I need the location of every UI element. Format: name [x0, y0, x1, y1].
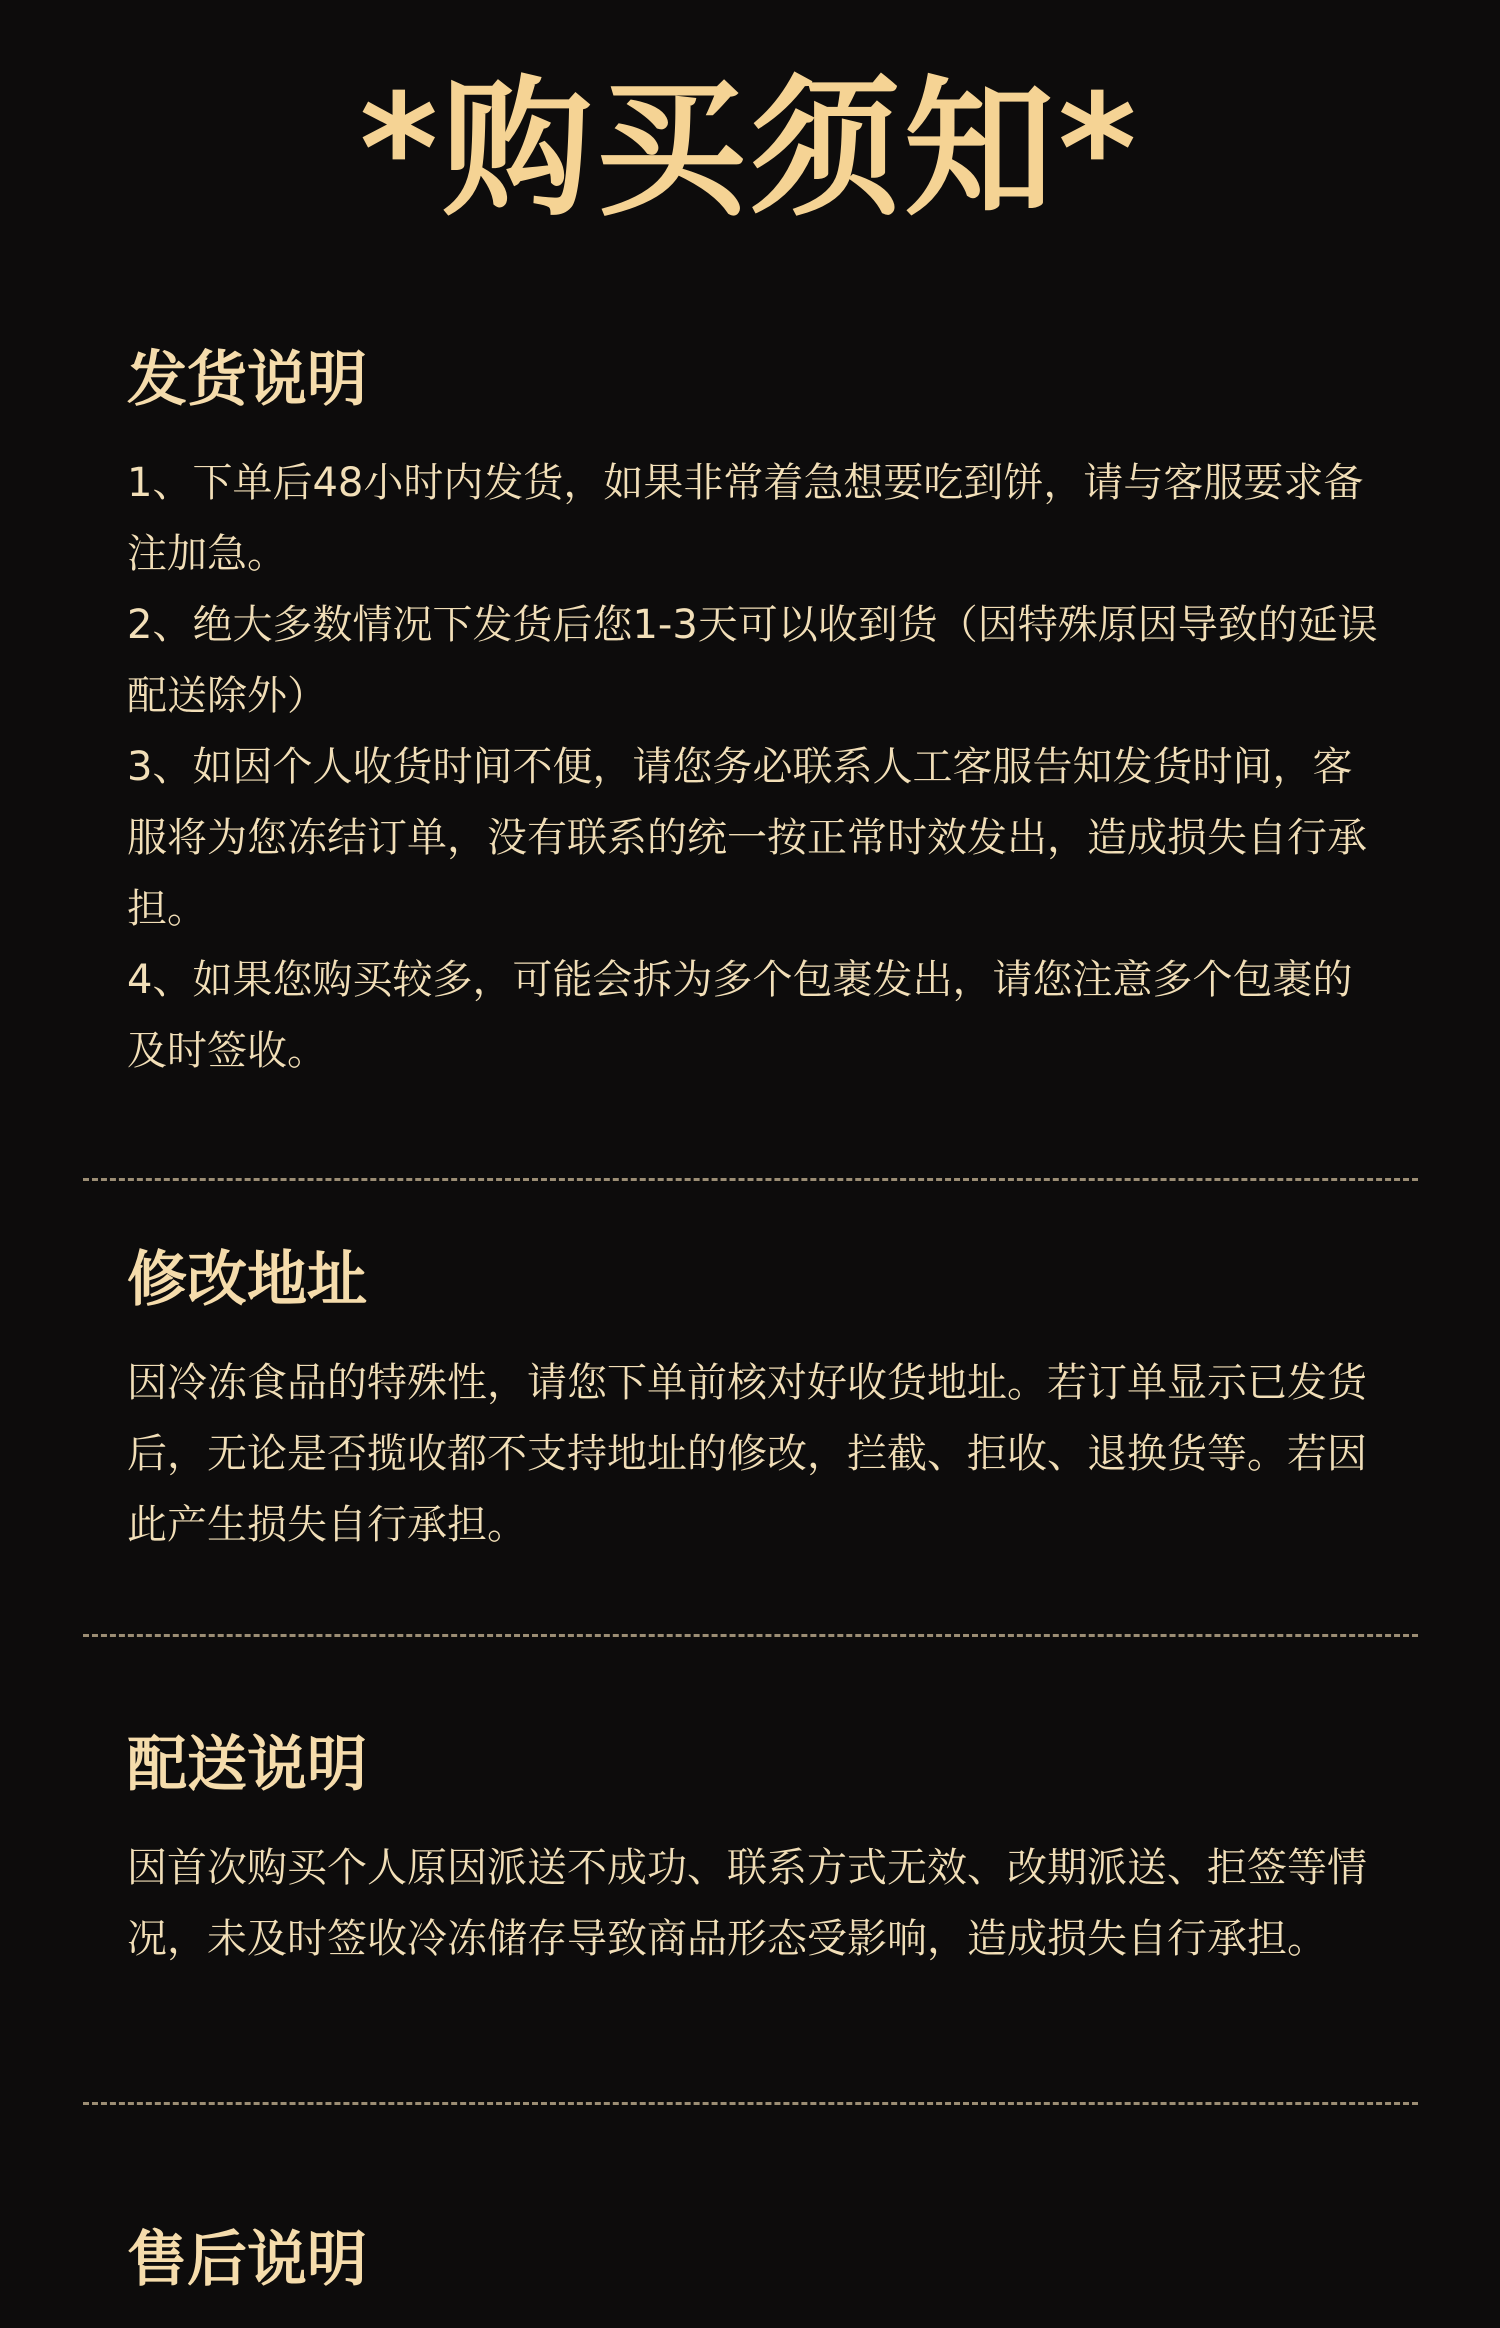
dashed-divider [83, 1178, 1418, 1181]
shipping-item-1: 1、下单后48小时内发货，如果非常着急想要吃到饼，请与客服要求备注加急。 [127, 460, 1364, 577]
delivery-text: 因首次购买个人原因派送不成功、联系方式无效、改期派送、拒签等情况，未及时签收冷冻储存导致商品形态受影响，造成损失自行承担。 [127, 1845, 1367, 1962]
address-text: 因冷冻食品的特殊性，请您下单前核对好收货地址。若订单显示已发货后，无论是否揽收都不支持地址的修改，拦截、拒收、退换货等。若因此产生损失自行承担。 [127, 1360, 1367, 1548]
dashed-divider [83, 2102, 1418, 2105]
aftersales-section [127, 2220, 1387, 2328]
dashed-divider [83, 1634, 1418, 1637]
shipping-heading: 发货说明 [127, 345, 367, 415]
address-section [127, 1240, 1387, 1561]
delivery-heading: 配送说明 [127, 1730, 367, 1800]
shipping-section [127, 340, 1387, 1087]
address-heading: 修改地址 [127, 1245, 367, 1315]
shipping-item-2: 2、绝大多数情况下发货后您1-3天可以收到货（因特殊原因导致的延误配送除外） [127, 602, 1378, 719]
page-title: *购买须知* [359, 63, 1141, 237]
shipping-item-4: 4、如果您购买较多，可能会拆为多个包裹发出，请您注意多个包裹的及时签收。 [127, 957, 1353, 1074]
delivery-section [127, 1725, 1387, 1975]
aftersales-heading: 售后说明 [127, 2225, 367, 2295]
shipping-item-3: 3、如因个人收货时间不便，请您务必联系人工客服告知发货时间，客服将为您冻结订单，没有联系的统一按正常时效发出，造成损失自行承担。 [127, 744, 1367, 932]
